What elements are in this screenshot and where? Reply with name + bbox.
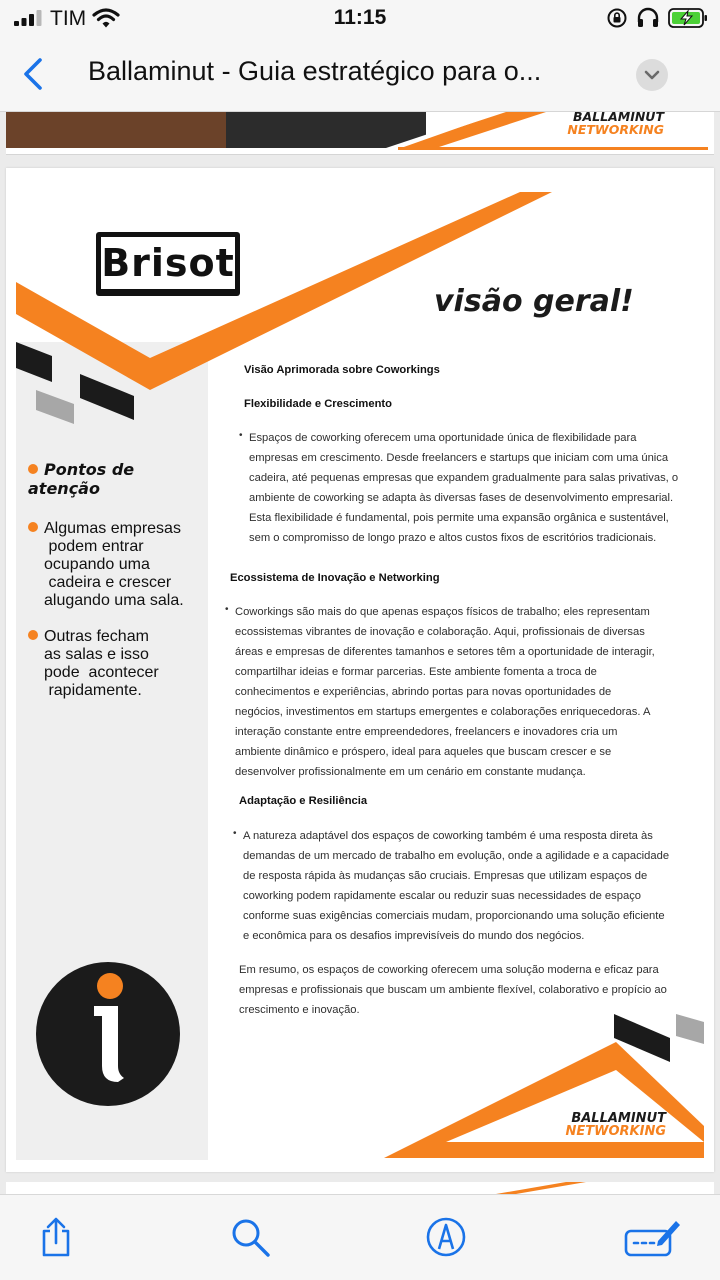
section-heading-flexibilidade: Flexibilidade e Crescimento (244, 398, 392, 410)
clock-time: 11:15 (333, 6, 387, 29)
orange-bullet-icon (28, 464, 38, 474)
bottom-toolbar (0, 1194, 720, 1280)
summary-paragraph: Em resumo, os espaços de coworking oferecem uma solução moderna e eficaz para empresas e profissionais que buscam um ambiente flexível, colaborativo e propício ao crescimento e inovação. (239, 964, 667, 1016)
section-body-ecossistema: • Coworkings são mais do que apenas espaços físicos de trabalho; eles representam ecossistemas vibrantes de inovação e colaboração. Aqui, profissionais de diversas áreas e empresas de diferentes tamanhos e setores têm a oportunidade de interagir, compartilhar ideias e formar parcerias. Este ambiente fomenta a troca de conhecimentos e experiências, abrindo portas para novas oportunidades de negócios, investimentos em startups emergentes e colaborações enriquecedoras. A interação constante entre empreendedores, freelancers e inovadores cria um ambiente dinâmico e próspero, ideal para aqueles que buscam crescer e se desenvolver profissionalmente em um cenário em constante mudança. (235, 602, 695, 782)
document-title: Ballaminut - Guia estratégico para o... (88, 56, 542, 86)
chevron-down-icon (636, 59, 668, 91)
orange-bullet-icon (28, 630, 38, 640)
title-menu-button[interactable] (636, 59, 668, 91)
brisot-logo-text: Brisot (101, 241, 235, 285)
orientation-lock-icon (606, 7, 628, 29)
slide-visao-geral (16, 192, 704, 1160)
ballaminut-logo-top: BALLAMINUT NETWORKING (567, 112, 664, 137)
annotate-icon[interactable] (624, 1215, 682, 1259)
sidebar-heading: Pontos de atenção (28, 460, 135, 498)
share-icon[interactable] (34, 1215, 78, 1259)
ballaminut-logo-bottom: BALLAMINUT NETWORKING (565, 1111, 666, 1139)
previous-page[interactable] (6, 112, 714, 155)
carrier-name: TIM (50, 7, 87, 30)
section-heading-ecossistema: Ecossistema de Inovação e Networking (230, 572, 440, 584)
headphones-icon (636, 7, 660, 29)
brisot-logo (96, 232, 240, 296)
navigation-bar (0, 38, 720, 112)
doc-title: Visão Aprimorada sobre Coworkings (244, 364, 440, 376)
search-icon[interactable] (228, 1215, 272, 1259)
sidebar-point-1: Algumas empresas podem entrar ocupando uma cadeira e crescer alugando uma sala. (28, 520, 208, 610)
section-heading-adaptacao: Adaptação e Resiliência (239, 795, 368, 807)
markup-icon[interactable] (424, 1215, 468, 1259)
status-bar (0, 0, 720, 38)
slide-heading: visão geral! (434, 284, 634, 319)
orange-bullet-icon (28, 522, 38, 532)
info-icon (36, 962, 180, 1106)
back-chevron-icon[interactable] (18, 54, 50, 94)
section-body-flexibilidade: • Espaços de coworking oferecem uma oportunidade única de flexibilidade para empresas em crescimento. Desde freelancers e startups que iniciam com uma única cadeira, até pequenas empresas que expandem gradualmente para salas privativas, o ambiente de coworking se adapta às diversas fases de desenvolvimento empresarial. Esta flexibilidade é fundamental, pois permite uma expansão orgânica e sustentável, sem o compromisso de longo prazo e altos custos fixos de escritórios tradicionais. (249, 428, 699, 548)
battery-charging-icon (668, 7, 708, 29)
section-body-adaptacao: • A natureza adaptável dos espaços de coworking também é uma resposta direta às demandas de um mercado de trabalho em evolução, onde a agilidade e a capacidade de resposta rápida às mudanças são cruciais. Empresas que utilizam espaços de coworking podem rapidamente escalar ou reduzir suas necessidades de espaço conforme suas exigências comerciais mudam, proporcionando uma solução eficiente e econômica para os desafios imprevisíveis do mundo dos negócios. (243, 826, 699, 946)
document-page[interactable] (6, 168, 714, 1172)
sidebar-point-2: Outras fecham as salas e isso pode acontecer rapidamente. (28, 628, 208, 700)
